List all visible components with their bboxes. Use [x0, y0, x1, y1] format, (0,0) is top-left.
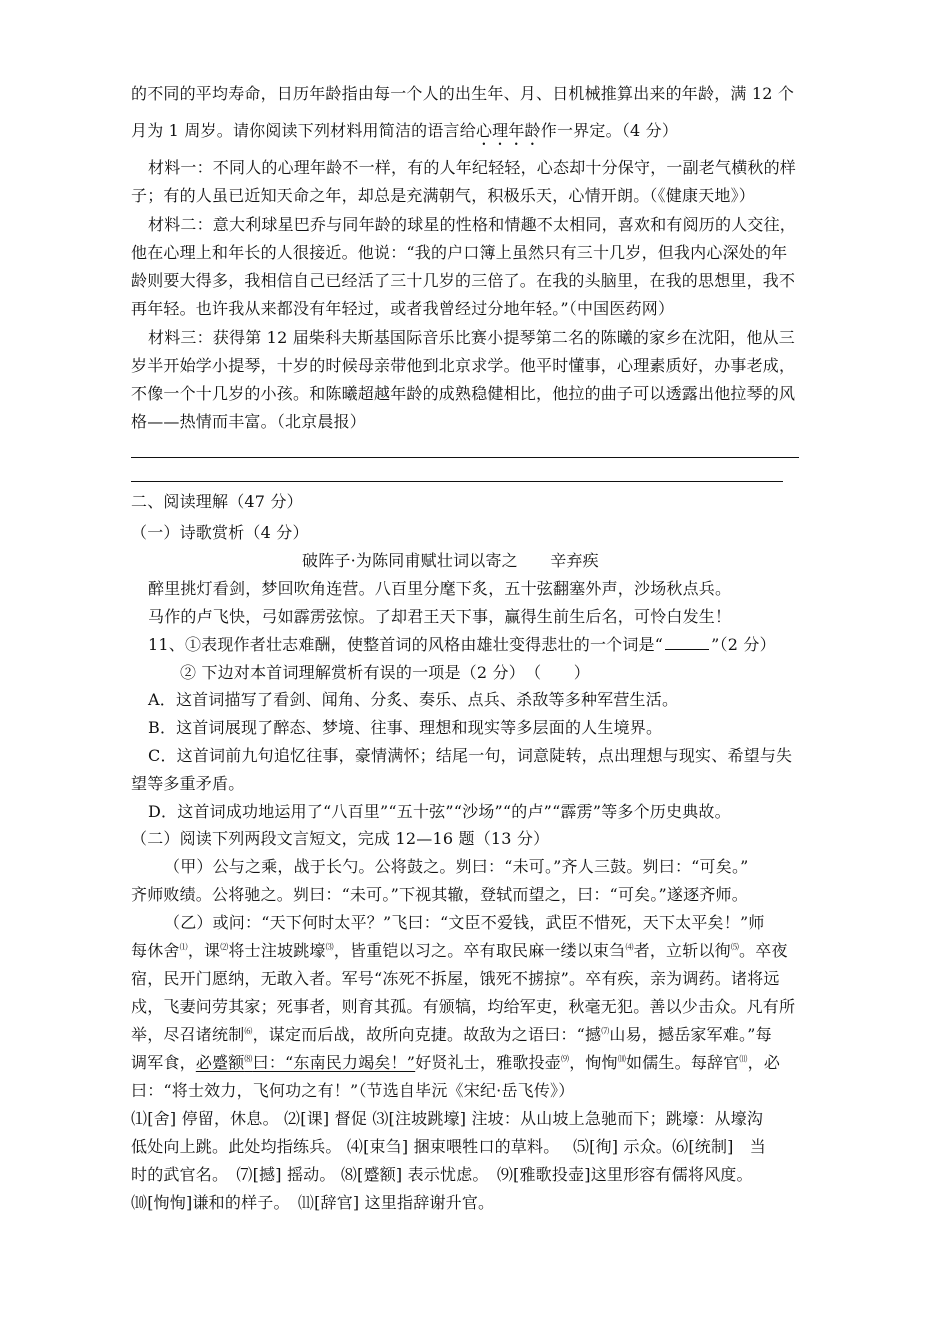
- passage-yi-line-3: 宿，民开门愿纳，无敢入者。军号“冻死不拆屋，饿死不掳掠”。卒有疾，亲为调药。诸将远: [131, 969, 780, 988]
- notes-line-1: ⑴[舍] 停留，休息。 ⑵[课] 督促 ⑶[注坡跳壕] 注坡：从山坡上急驰而下；跳壕：从壕沟: [131, 1109, 764, 1128]
- passage-jia-line-1: （甲）公与之乘，战于长勺。公将鼓之。刿曰：“未可。”齐人三鼓。刿曰：“可矣。”: [164, 857, 749, 876]
- option-c-line-2: 望等多重矛盾。: [131, 774, 245, 793]
- passage-text: ，皆重铠以习之。卒有取民麻一缕以束刍: [333, 941, 626, 960]
- passage-text: 山易，撼岳家军难。”每: [609, 1025, 772, 1044]
- section-2-heading: 二、阅读理解（47 分）: [131, 492, 303, 511]
- footnote-marker-4: ⑷: [625, 942, 634, 952]
- material-3-line-2: 岁半开始学小提琴，十岁的时候母亲带他到北京求学。他平时懂事，心理素质好，办事老成，: [131, 356, 796, 375]
- material-2-line-1: 材料二：意大利球星巴乔与同年龄的球星的性格和情趣不太相同，喜欢和有阅历的人交往，: [148, 215, 797, 234]
- intro-line-1: 的不同的平均寿命，日历年龄指由每一个人的出生年、月、日机械推算出来的年龄，满 12 个: [131, 84, 795, 103]
- passage-text: 者，立斩以徇: [633, 941, 731, 960]
- passage-text: 曰：“东南民力竭矣！”: [252, 1053, 416, 1072]
- passage-text: 调军食，: [131, 1053, 196, 1072]
- intro-line-2: [131, 121, 678, 149]
- footnote-marker-6: ⑹: [244, 1026, 253, 1036]
- footnote-marker-3: ⑶: [325, 942, 334, 952]
- footnote-marker-2: ⑵: [220, 942, 229, 952]
- passage-text: 如儒生。每辞官: [626, 1053, 740, 1072]
- poem-title: 破阵子·为陈同甫赋壮词以寄之 辛弃疾: [302, 551, 599, 570]
- passage-yi-line-5: [131, 1025, 772, 1045]
- poem-line-2: 马作的卢飞快，弓如霹雳弦惊。了却君王天下事，赢得生前生后名，可怜白发生！: [148, 607, 732, 626]
- question-11-part-2: ② 下边对本首词理解赏析有误的一项是（2 分） （ ）: [180, 663, 590, 682]
- question-11-part-1-score: ”（2 分）: [711, 635, 776, 654]
- option-c-line-1: C．这首词前九句追忆往事，豪情满怀；结尾一句，词意陡转，点出理想与现实、希望与失: [148, 746, 793, 765]
- underlined-sentence: [196, 1053, 415, 1072]
- passage-yi-line-4: 戍，飞妻问劳其家；死事者，则育其孤。有颁犒，均给军吏，秋毫无犯。善以少击众。凡有所: [131, 997, 796, 1016]
- passage-text: 。卒夜: [739, 941, 788, 960]
- footnote-marker-1: ⑴: [179, 942, 188, 952]
- option-d: D．这首词成功地运用了“八百里”“五十弦”“沙场”“的卢”“霹雳”等多个历史典故。: [148, 802, 731, 821]
- passage-yi-line-2: [131, 941, 788, 961]
- passage-text: ，必: [747, 1053, 781, 1072]
- intro-line-2-score: 作一界定。（4 分）: [540, 121, 679, 140]
- material-2-line-3: 龄则要大得多，我相信自己已经活了三十几岁的三倍了。在我的头脑里，在我的思想里，我不: [131, 271, 796, 290]
- passage-text: ，课: [187, 941, 221, 960]
- passage-text: 好贤礼士，雅歌投壶: [415, 1053, 561, 1072]
- footnote-marker-9: ⑼: [561, 1054, 570, 1064]
- material-3-line-4: 格——热情而丰富。（北京晨报）: [131, 412, 367, 431]
- passage-jia-line-2: 齐师败绩。公将驰之。刿曰：“未可。”下视其辙，登轼而望之，曰：“可矣。”遂逐齐师。: [131, 885, 748, 904]
- material-3-line-1: 材料三：获得第 12 届柴科夫斯基国际音乐比赛小提琴第二名的陈曦的家乡在沈阳，他从三: [148, 328, 795, 347]
- prose-heading: （二）阅读下列两段文言短文，完成 12—16 题（13 分）: [131, 829, 550, 848]
- passage-text: 每休舍: [131, 941, 180, 960]
- footnote-marker-10: ⑽: [617, 1054, 627, 1064]
- footnote-marker-8: ⑻: [244, 1054, 253, 1064]
- passage-yi-line-1: （乙）或问：“天下何时太平？”飞曰：“文臣不爱钱，武臣不惜死，天下太平矣！”师: [164, 913, 765, 932]
- question-11-part-1-text: 11、①表现作者壮志难酬，使整首词的风格由雄壮变得悲壮的一个词是“: [148, 635, 664, 654]
- material-2-line-4: 再年轻。也许我从来都没有年轻过，或者我曾经过分地年轻。”（中国医药网）: [131, 299, 675, 318]
- material-1-line-1: 材料一：不同人的心理年龄不一样，有的人年纪轻轻，心态却十分保守，一副老气横秋的样: [148, 158, 797, 177]
- question-11-part-1: [148, 635, 776, 655]
- intro-line-2-text: 月为 1 周岁。请你阅读下列材料用简洁的语言给: [131, 121, 476, 140]
- footnote-marker-7: ⑺: [601, 1026, 610, 1036]
- answer-line-2[interactable]: [131, 481, 783, 482]
- emphasized-term: 心理年龄: [475, 121, 541, 140]
- poem-heading: （一）诗歌赏析（4 分）: [131, 523, 309, 542]
- material-2-line-2: 他在心理上和年长的人很接近。他说：“我的户口簿上虽然只有三十几岁，但我内心深处的年: [131, 243, 788, 262]
- notes-line-2: 低处向上跳。此处均指练兵。 ⑷[束刍] 捆束喂牲口的草料。 ⑸[徇] 示众。⑹[统制] 当: [131, 1137, 766, 1156]
- notes-line-3: 时的武官名。 ⑺[撼] 摇动。 ⑻[蹙额] 表示忧虑。 ⑼[雅歌投壶]这里形容有儒将风度。: [131, 1165, 753, 1184]
- option-b: B．这首词展现了醉态、梦境、往事、理想和现实等多层面的人生境界。: [148, 718, 663, 737]
- answer-line-1[interactable]: [131, 457, 799, 458]
- material-3-line-3: 不像一个十几岁的小孩。和陈曦超越年龄的成熟稳健相比，他拉的曲子可以透露出他拉琴的风: [131, 384, 796, 403]
- passage-text: ，谋定而后战，故所向克捷。故敌为之语曰：“撼: [252, 1025, 602, 1044]
- option-a: A．这首词描写了看剑、闻角、分炙、奏乐、点兵、杀敌等多种军营生活。: [148, 690, 679, 709]
- passage-yi-line-7: 曰：“将士效力，飞何功之有！”（节选自毕沅《宋纪·岳飞传》）: [131, 1081, 575, 1100]
- answer-blank[interactable]: [665, 635, 709, 650]
- passage-text: 举，尽召诸统制: [131, 1025, 245, 1044]
- passage-text: ，恂恂: [569, 1053, 618, 1072]
- passage-text: 将士注坡跳壕: [228, 941, 326, 960]
- footnote-marker-11: ⑾: [739, 1054, 748, 1064]
- passage-yi-line-6: [131, 1053, 780, 1073]
- notes-line-4: ⑽[恂恂]谦和的样子。 ⑾[辞官] 这里指辞谢升官。: [131, 1193, 495, 1212]
- poem-line-1: 醉里挑灯看剑，梦回吹角连营。八百里分麾下炙，五十弦翻塞外声，沙场秋点兵。: [148, 579, 732, 598]
- passage-text: 必蹙额: [195, 1053, 245, 1072]
- material-1-line-2: 子；有的人虽已近知天命之年，却总是充满朝气，积极乐天，心情开朗。（《健康天地》）: [131, 186, 756, 205]
- footnote-marker-5: ⑸: [730, 942, 740, 952]
